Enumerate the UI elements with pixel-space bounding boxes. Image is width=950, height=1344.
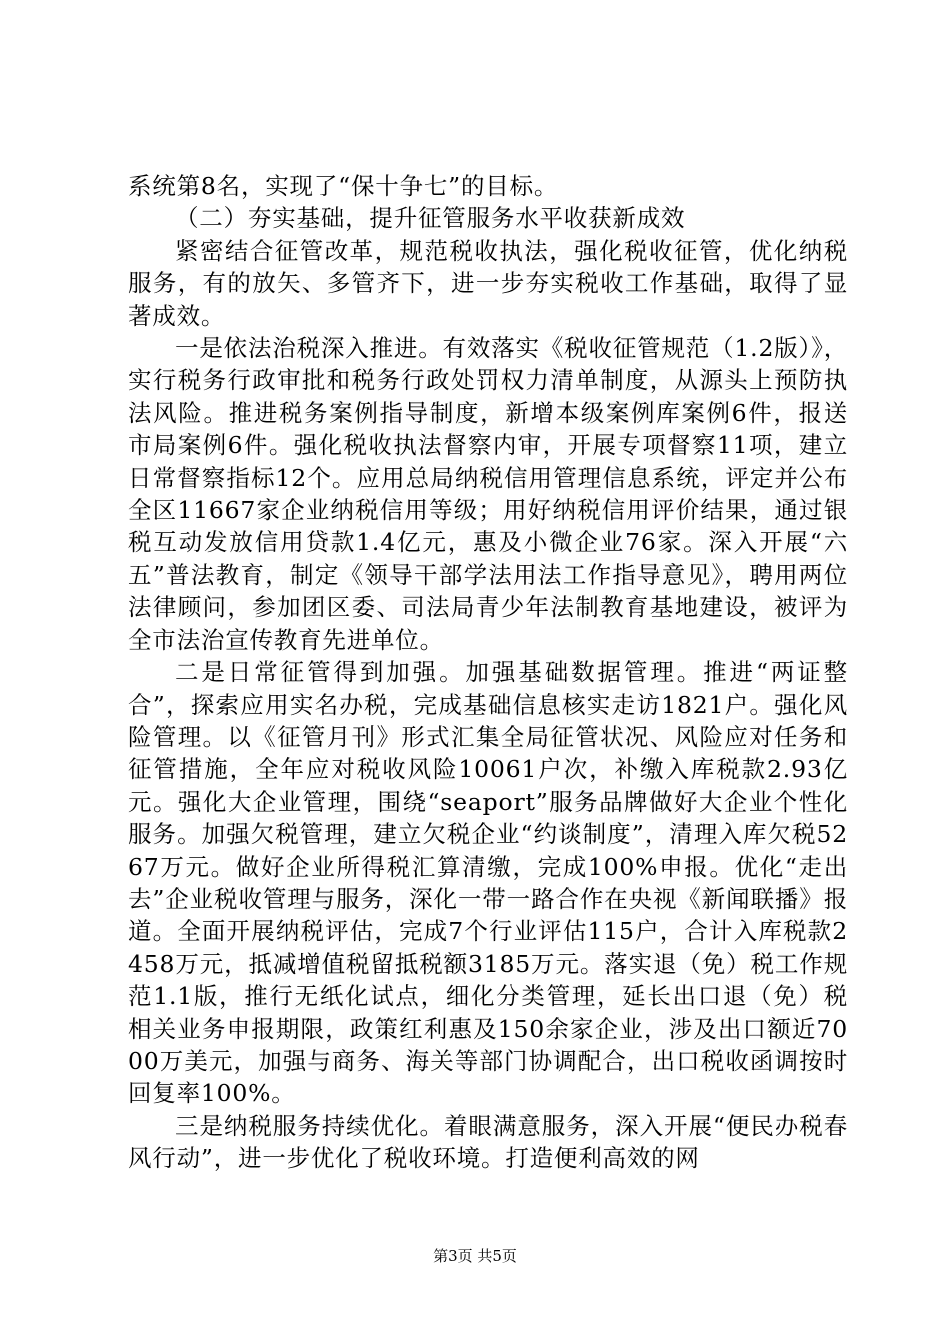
paragraph-rule-of-law: 一是依法治税深入推进。有效落实《税收征管规范（1.2版）》，实行税务行政审批和税务行政处罚权力清单制度，从源头上预防执法风险。推进税务案例指导制度，新增本级案例库案例6件，报送市局案例6件。强化税收执法督察内审，开展专项督察11项，建立日常督察指标12个。应用总局纳税信用管理信息系统，评定并公布全区11667家企业纳税信用等级；用好纳税信用评价结果，通过银税互动发放信用贷款1.4亿元，惠及小微企业76家。深入开展“六五”普法教育，制定《领导干部学法用法工作指导意见》，聘用两位法律顾问，参加团区委、司法局青少年法制教育基地建设，被评为全市法治宣传教育先进单位。 [128, 334, 848, 654]
paragraph-taxpayer-service: 三是纳税服务持续优化。着眼满意服务，深入开展“便民办税春风行动”，进一步优化了税收环境。打造便利高效的网 [128, 1111, 848, 1173]
paragraph-continuation: 系统第8名，实现了“保十争七”的目标。 [128, 172, 559, 200]
page-number-footer: 第3页 共5页 [433, 1247, 517, 1265]
document-body [128, 170, 848, 1175]
paragraph-intro: 紧密结合征管改革，规范税收执法，强化税收征管，优化纳税服务，有的放矢、多管齐下，进一步夯实税收工作基础，取得了显著成效。 [128, 236, 848, 330]
paragraph-daily-administration: 二是日常征管得到加强。加强基础数据管理。推进“两证整合”，探索应用实名办税，完成基础信息核实走访1821户。强化风险管理。以《征管月刊》形式汇集全局征管状况、风险应对任务和征管措施，全年应对税收风险10061户次，补缴入库税款2.93亿元。强化大企业管理，围绕“seaport”服务品牌做好大企业个性化服务。加强欠税管理，建立欠税企业“约谈制度”，清理入库欠税5267万元。做好企业所得税汇算清缴，完成100%申报。优化“走出去”企业税收管理与服务，深化一带一路合作在央视《新闻联播》报道。全面开展纳税评估，完成7个行业评估115户，合计入库税款2458万元，抵减增值税留抵税额3185万元。落实退（免）税工作规范1.1版，推行无纸化试点，细化分类管理，延长出口退（免）税相关业务申报期限，政策红利惠及150余家企业，涉及出口额近7000万美元，加强与商务、海关等部门协调配合，出口税收函调按时回复率100%。 [128, 658, 848, 1108]
section-heading: （二）夯实基础，提升征管服务水平收获新成效 [175, 204, 686, 233]
